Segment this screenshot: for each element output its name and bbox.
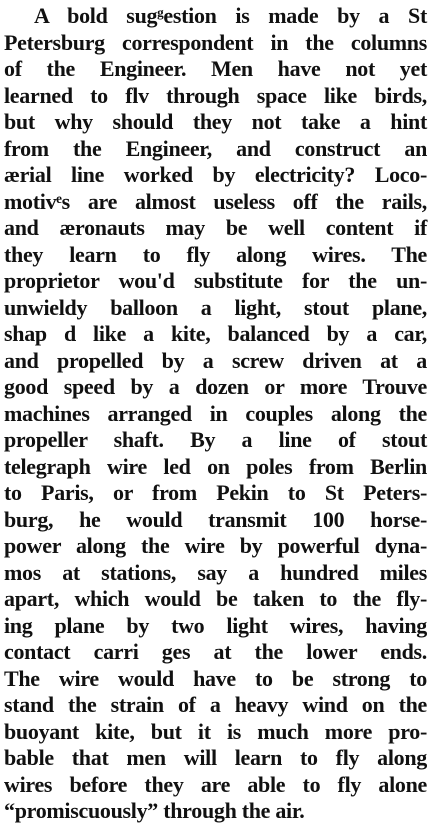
article-line: motivᵉs are almost useless off the rails,: [4, 188, 427, 214]
article-line: stand the strain of a heavy wind on the: [4, 692, 427, 717]
article-line: ing plane by two light wires, having: [4, 612, 427, 638]
article-line: good speed by a dozen or more Trouve: [4, 374, 427, 399]
article-line: wires before they are able to fly alone: [4, 771, 427, 797]
article-line: The wire would have to be strong to: [4, 665, 427, 691]
article-line: machines arranged in couples along the: [4, 400, 427, 426]
article-line-final: “promiscuously” through the air.: [4, 798, 305, 823]
newspaper-clipping: [4, 2, 427, 827]
article-line: learned to flv through space like birds,: [4, 82, 427, 108]
article-line: and propelled by a screw driven at a: [4, 347, 427, 373]
article-line: burg, he would transmit 100 horse-: [4, 506, 427, 532]
article-line: from the Engineer, and construct an: [4, 135, 427, 161]
article-line: and æronauts may be well content if: [4, 215, 427, 240]
article-line: propeller shaft. By a line of stout: [4, 427, 427, 452]
article-line: power along the wire by powerful dyna-: [4, 533, 427, 558]
article-line: ærial line worked by electricity? Loco-: [4, 162, 427, 187]
article-line: mos at stations, say a hundred miles: [4, 559, 427, 585]
article-line: shap d like a kite, balanced by a car,: [4, 321, 427, 346]
article-line: they learn to fly along wires. The: [4, 241, 427, 267]
article-line: of the Engineer. Men have not yet: [4, 56, 427, 81]
article-line: unwieldy balloon a light, stout plane,: [4, 294, 427, 320]
article-line: Petersburg correspondent in the columns: [4, 29, 427, 55]
article-line: buoyant kite, but it is much more pro-: [4, 718, 427, 744]
article-line: to Paris, or from Pekin to St Peters-: [4, 480, 427, 505]
article-line: A bold sugᵍestion is made by a St: [34, 3, 427, 28]
article-line: apart, which would be taken to the fly-: [4, 586, 427, 611]
article-line: proprietor wou'd substitute for the un-: [4, 268, 427, 293]
article-line: but why should they not take a hint: [4, 109, 427, 134]
article-line: contact carri ges at the lower ends.: [4, 639, 427, 664]
article-line: telegraph wire led on poles from Berlin: [4, 453, 427, 479]
article-line: bable that men will learn to fly along: [4, 745, 427, 770]
